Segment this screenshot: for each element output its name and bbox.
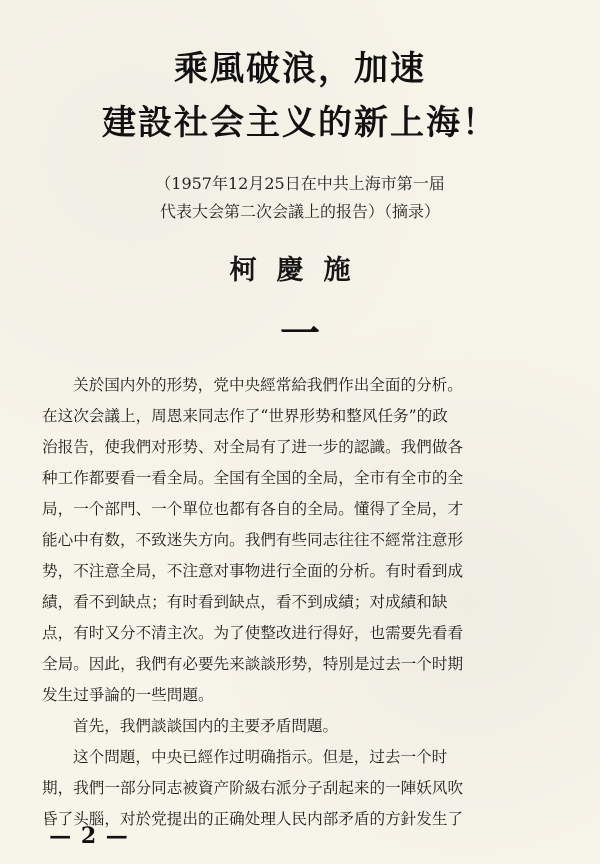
body-line: 发生过爭論的一些問題。 <box>42 686 214 704</box>
body-line: 能心中有数，不致迷失方向。我們有些同志往往不經常注意形 <box>42 531 464 549</box>
body-line: 期，我們一部分同志被資产阶級右派分子刮起来的一陣妖风吹 <box>42 779 464 797</box>
page-number: — 2 — <box>49 823 129 849</box>
title-line-2: 建設社会主义的新上海！ <box>102 103 498 143</box>
body-line: 这个問題，中央已經作过明确指示。但是，过去一个时 <box>73 748 448 766</box>
subtitle-line-2: 代表大会第二次会議上的报告）（摘录） <box>159 202 440 221</box>
body-line: 点，有时又分不清主次。为了使整改进行得好，也需要先看看 <box>42 624 464 642</box>
body-line: 关於国内外的形势，党中央經常給我們作出全面的分析。 <box>73 376 463 394</box>
body-text <box>42 370 558 835</box>
title-line-1: 乘風破浪，加速 <box>174 49 426 89</box>
body-line: 首先，我們談談国内的主要矛盾問題。 <box>73 717 339 735</box>
subtitle-line-1: （1957年12月25日在中共上海市第一届 <box>155 174 445 193</box>
body-line: 績，看不到缺点；有时看到缺点，看不到成績；对成績和缺 <box>42 593 448 611</box>
document-subtitle <box>0 170 600 226</box>
body-line: 在这次会議上，周恩来同志作了“世界形势和整风任务”的政 <box>42 407 448 425</box>
body-line: 全局。因此，我們有必要先来談談形势，特別是过去一个时期 <box>42 655 464 673</box>
section-number: 一 <box>280 310 320 357</box>
document-title <box>0 42 600 150</box>
body-line: 势，不注意全局，不注意对事物进行全面的分析。有时看到成 <box>42 562 464 580</box>
body-line: 治报告，使我們对形势、对全局有了进一步的認識。我們做各 <box>42 438 464 456</box>
body-line: 种工作都要看一看全局。全国有全国的全局，全市有全市的全 <box>42 469 464 487</box>
author-name: 柯慶施 <box>229 255 371 286</box>
body-line: 昏了头腦，对於党提出的正确处理人民内部矛盾的方針发生了 <box>42 810 464 828</box>
body-line: 局，一个部門、一个單位也都有各自的全局。懂得了全局，才 <box>42 500 464 518</box>
